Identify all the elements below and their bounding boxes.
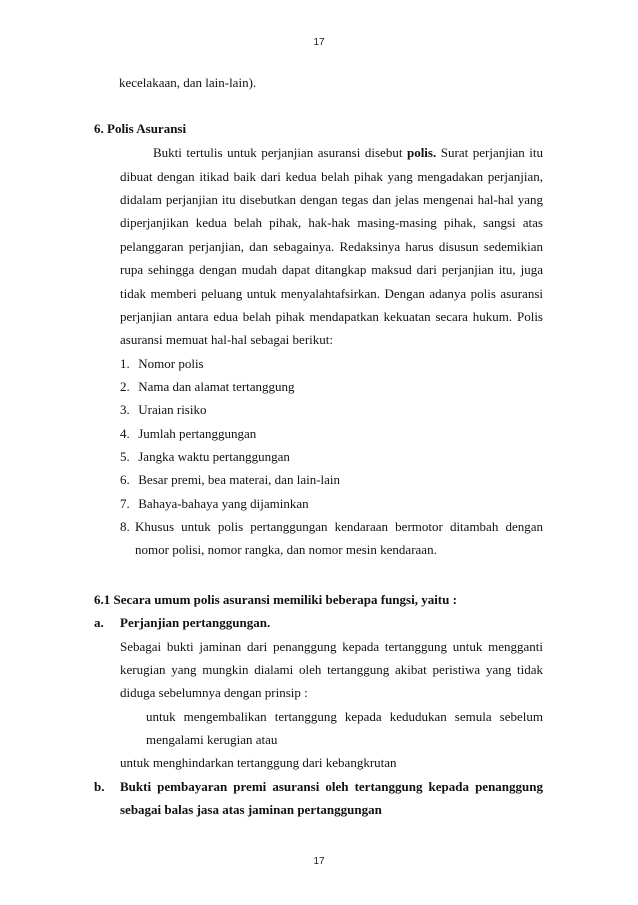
paragraph-line: perjanjian antara edua belah pihak mendapatkan kekuatan secara hukum. Polis — [120, 309, 543, 324]
polis-term: polis. — [406, 145, 437, 160]
list-number: 3. — [120, 402, 130, 417]
item-a-line: Sebagai bukti jaminan dari penanggung kepada tertanggung untuk mengganti — [120, 639, 543, 654]
paragraph-first-pre: Bukti tertulis untuk perjanjian asuransi disebut — [153, 145, 407, 160]
paragraph-first-line — [153, 145, 543, 161]
item-b-label: b. — [94, 779, 105, 794]
list-item — [120, 449, 290, 465]
item-b-line2: sebagai balas jasa atas jaminan pertanggungan — [120, 802, 382, 817]
paragraph-line: tidak memberi peluang untuk menyalahtafsirkan. Dengan adanya polis asuransi — [120, 286, 543, 301]
section-6-heading: 6. Polis Asuransi — [94, 121, 187, 136]
list-number: 5. — [120, 449, 130, 464]
principle-1-line1: untuk mengembalikan tertanggung kepada kedudukan semula sebelum — [146, 709, 543, 724]
list-item — [120, 472, 340, 488]
section-6-1-heading: 6.1 Secara umum polis asuransi memiliki beberapa fungsi, yaitu : — [94, 592, 457, 607]
paragraph-last-line: asuransi memuat hal-hal sebagai berikut: — [120, 332, 333, 347]
item-a-line: kerugian yang mungkin dialami oleh tertanggung akibat peristiwa yang tidak — [120, 662, 543, 677]
list-item — [120, 379, 295, 395]
list-number: 1. — [120, 356, 130, 371]
item-a-title: Perjanjian pertanggungan. — [120, 615, 271, 630]
paragraph-line: didalam perjanjian itu disebutkan dengan tegas dan jelas mengenai hal-hal yang — [120, 192, 543, 207]
principle-2: untuk menghindarkan tertanggung dari kebangkrutan — [120, 755, 397, 770]
list-text: Jangka waktu pertanggungan — [138, 449, 290, 464]
item-a-line-last: diduga sebelumnya dengan prinsip : — [120, 685, 308, 700]
list-number: 4. — [120, 426, 130, 441]
paragraph-first-post: Surat perjanjian itu — [436, 145, 543, 160]
paragraph-line: diperjanjikan kedua belah pihak, hak-hak masing-masing pihak, sangsi atas — [120, 215, 543, 230]
list-text: Bahaya-bahaya yang dijaminkan — [138, 496, 309, 511]
list-number: 8. — [120, 519, 130, 534]
list-item — [120, 402, 206, 418]
list-item — [120, 356, 204, 372]
list-item — [120, 496, 309, 512]
page-number-top: 17 — [313, 37, 325, 48]
list-number: 6. — [120, 472, 130, 487]
list-text: Nomor polis — [138, 356, 204, 371]
paragraph-line: dibuat dengan itikad baik dari kedua belah pihak yang mengadakan perjanjian, — [120, 169, 543, 184]
list-item-8-line1: Khusus untuk polis pertanggungan kendaraan bermotor ditambah dengan — [135, 519, 543, 534]
paragraph-line: pelanggaran perjanjian, dan sebagainya. Redaksinya harus disusun sedemikian — [120, 239, 543, 254]
item-a-label: a. — [94, 615, 104, 630]
list-text: Jumlah pertanggungan — [138, 426, 257, 441]
list-number: 7. — [120, 496, 130, 511]
list-text: Uraian risiko — [138, 402, 207, 417]
continuation-line: kecelakaan, dan lain-lain). — [119, 75, 257, 90]
list-item — [120, 426, 256, 442]
item-b-line1: Bukti pembayaran premi asuransi oleh tertanggung kepada penanggung — [120, 779, 543, 794]
list-text: Besar premi, bea materai, dan lain-lain — [138, 472, 341, 487]
page-number-bottom: 17 — [313, 856, 325, 867]
list-item-8-line2: nomor polisi, nomor rangka, dan nomor mesin kendaraan. — [135, 542, 437, 557]
list-number: 2. — [120, 379, 130, 394]
list-text: Nama dan alamat tertanggung — [138, 379, 295, 394]
paragraph-line: rupa sehingga dengan mudah dapat ditangkap maksud dari perjanjian itu, juga — [120, 262, 543, 277]
principle-1-line2: mengalami kerugian atau — [146, 732, 278, 747]
